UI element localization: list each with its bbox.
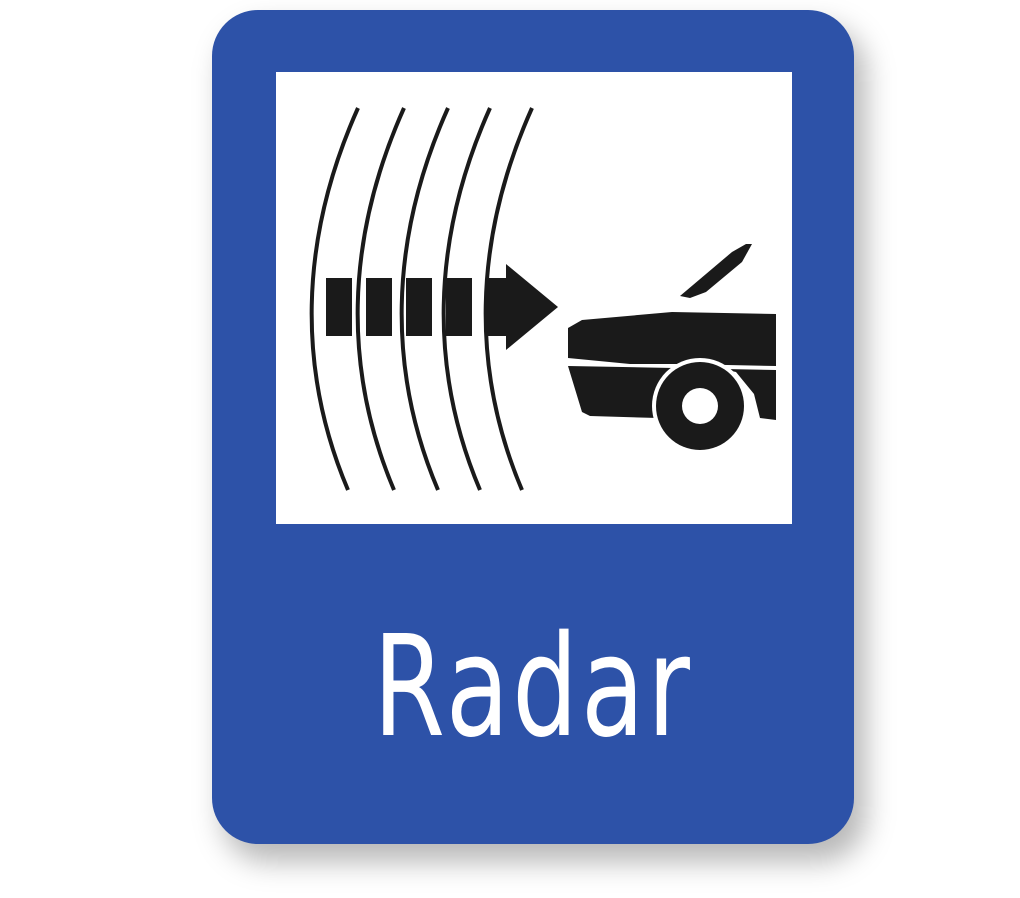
- pictogram-panel: [276, 72, 792, 524]
- sign-caption: Radar: [373, 606, 693, 769]
- radar-pictogram: [276, 72, 792, 524]
- radar-sign: [212, 10, 854, 844]
- car-icon: [568, 244, 776, 454]
